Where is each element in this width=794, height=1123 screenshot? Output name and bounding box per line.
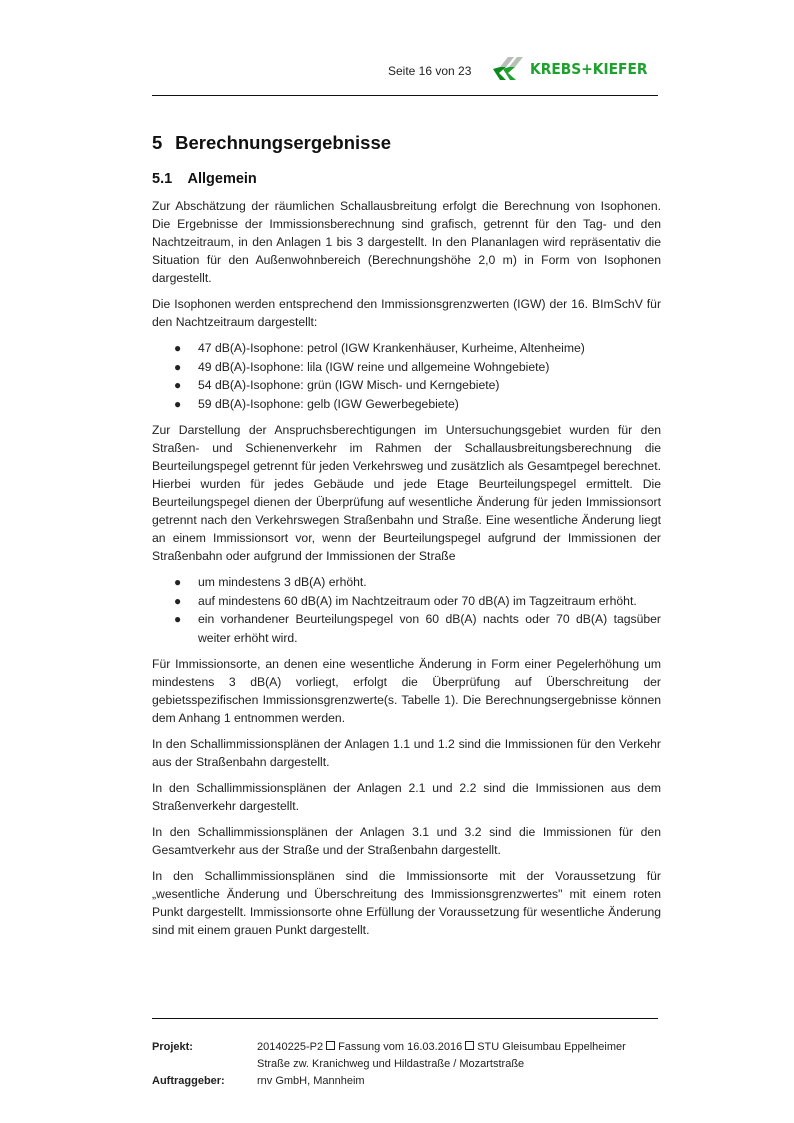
page-number: Seite 16 von 23 xyxy=(388,64,472,78)
client-label: Auftraggeber: xyxy=(152,1075,225,1087)
header-divider xyxy=(152,95,658,96)
subsection-title: Allgemein xyxy=(187,171,257,187)
bullet-icon: ● xyxy=(174,593,182,608)
list-item: ● um mindestens 3 dB(A) erhöht. xyxy=(152,573,661,592)
footer-divider xyxy=(152,1018,658,1019)
paragraph-annex-2: In den Schallimmissionsplänen der Anlagen 2.1 und 2.2 sind die Immissionen aus dem Straßenverkehr dargestellt. xyxy=(152,781,661,813)
project-title: STU Gleisumbau Eppelheimer Straße zw. Kranichweg und Hildastraße / Mozartstraße xyxy=(257,1041,626,1070)
company-logo xyxy=(490,54,658,84)
paragraph-annex-3: In den Schallimmissionsplänen der Anlagen 3.1 und 3.2 sind die Immissionen für den Gesamtverkehr aus der Straße und der Straßenbahn dargestellt. xyxy=(152,825,661,857)
footer-project-row xyxy=(152,1039,658,1073)
client-value: rnv GmbH, Mannheim xyxy=(257,1075,365,1087)
project-version: Fassung vom 16.03.2016 xyxy=(338,1041,463,1053)
section-number: 5 xyxy=(152,132,163,153)
subsection-number: 5.1 xyxy=(152,171,173,187)
footer-client-row xyxy=(152,1073,658,1090)
list-item: ● 54 dB(A)-Isophone: grün (IGW Misch- und Kerngebiete) xyxy=(152,376,661,395)
page-header xyxy=(152,50,658,96)
subsection-heading xyxy=(152,169,661,189)
list-item: ● 59 dB(A)-Isophone: gelb (IGW Gewerbegebiete) xyxy=(152,395,661,414)
logo-text: KREBS+KIEFER xyxy=(530,60,648,78)
project-value xyxy=(257,1039,657,1073)
bullet-icon: ● xyxy=(174,575,182,589)
list-item: ● 47 dB(A)-Isophone: petrol (IGW Krankenhäuser, Kurheime, Altenheime) xyxy=(152,339,661,358)
page-footer xyxy=(152,1039,658,1090)
project-id: 20140225-P2 xyxy=(257,1041,324,1053)
separator-box-icon xyxy=(326,1041,335,1050)
bullet-icon: ● xyxy=(174,378,182,392)
list-item: ● ein vorhandener Beurteilungspegel von 60 dB(A) nachts oder 70 dB(A) tagsüber weiter erhöht wird. xyxy=(174,612,661,645)
paragraph-claims: Zur Darstellung der Anspruchsberechtigungen im Untersuchungsgebiet wurden für den Straßen- und Schienenverkehr im Rahmen der Schallausbreitungsberechnung die Beurteilungspegel getrennt für jeden Verkehrsweg und zusätzlich als Gesamtpegel berechnet. Hierbei wurden für jedes Gebäude und jede Etage Beurteilungspegel ermittelt. Die Beurteilungspegel dienen der Überprüfung auf wesentliche Änderung für jeden Immissionsort getrennt nach den Verkehrswegen Straßenbahn und Straße. Eine wesentliche Änderung liegt an einem Immissionsort vor, wenn der Beurteilungspegel aufgrund der Immissionen der Straßenbahn oder aufgrund der Immissionen der Straße xyxy=(152,423,661,563)
document-content xyxy=(152,131,661,947)
paragraph-isophones-intro: Die Isophonen werden entsprechend den Immissionsgrenzwerten (IGW) der 16. BImSchV für den Nachtzeitraum dargestellt: xyxy=(152,297,661,329)
paragraph-immission-sites: Für Immissionsorte, an denen eine wesentliche Änderung in Form einer Pegelerhöhung um mindestens 3 dB(A) vorliegt, erfolgt die Überprüfung auf Überschreitung der gebietsspezifischen Immissionsgrenzwerte(s. Tabelle 1). Die Berechnungsergebnisse können dem Anhang 1 entnommen werden. xyxy=(152,657,661,725)
paragraph-annex-1: In den Schallimmissionsplänen der Anlagen 1.1 und 1.2 sind die Immissionen für den Verkehr aus der Straßenbahn dargestellt. xyxy=(152,737,661,769)
list-item: ● auf mindestens 60 dB(A) im Nachtzeitraum oder 70 dB(A) im Tagzeitraum erhöht. xyxy=(152,592,661,611)
bullet-icon: ● xyxy=(174,341,182,355)
logo-chevrons-icon xyxy=(490,55,524,83)
paragraph-markers: In den Schallimmissionsplänen sind die Immissionsorte mit der Voraussetzung für „wesentliche Änderung und Überschreitung des Immissionsgrenzwertes" mit einem roten Punkt dargestellt. Immissionsorte ohne Erfüllung der Voraussetzung für wesentliche Änderung sind mit einem grauen Punkt dargestellt. xyxy=(152,869,661,937)
bullet-icon: ● xyxy=(174,612,182,626)
criteria-list xyxy=(152,573,661,647)
paragraph-intro: Zur Abschätzung der räumlichen Schallausbreitung erfolgt die Berechnung von Isophonen. Die Ergebnisse der Immissionsberechnung sind grafisch, getrennt für den Tag- und den Nachtzeitraum, in den Anlagen 1 bis 3 dargestellt. In den Plananlagen wird repräsentativ die Situation für den Außenwohnbereich (Berechnungshöhe 2,0 m) in Form von Isophonen dargestellt. xyxy=(152,199,661,285)
separator-box-icon xyxy=(465,1041,474,1050)
project-label: Projekt: xyxy=(152,1041,193,1053)
list-item: ● 49 dB(A)-Isophone: lila (IGW reine und allgemeine Wohngebiete) xyxy=(152,358,661,377)
isophone-list xyxy=(152,339,661,413)
bullet-icon: ● xyxy=(174,396,182,411)
section-heading xyxy=(152,131,661,155)
bullet-icon: ● xyxy=(174,359,182,374)
section-title: Berechnungsergebnisse xyxy=(175,132,392,153)
